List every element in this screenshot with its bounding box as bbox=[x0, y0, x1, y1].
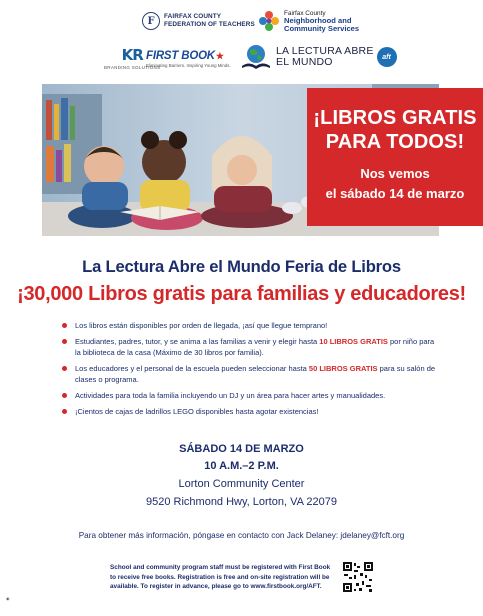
banner-title-line2: PARA TODOS! bbox=[325, 131, 465, 153]
star-icon: ★ bbox=[215, 51, 224, 61]
fcft-logo bbox=[142, 12, 255, 30]
globe-book-icon bbox=[240, 44, 272, 70]
fcft-name: FAIRFAX COUNTY bbox=[164, 13, 222, 21]
la-lectura-line1: LA LECTURA ABRE bbox=[276, 44, 374, 57]
qr-code-icon bbox=[342, 561, 374, 593]
kr-mark: KR bbox=[121, 46, 143, 64]
ncs-line3: Community Services bbox=[284, 23, 360, 33]
bullet-dot-icon bbox=[62, 366, 67, 371]
contact-info: Para obtener más información, póngase en contacto con Jack Delaney: jdelaney@fcft.org bbox=[78, 531, 405, 540]
event-address: 9520 Richmond Hwy, Lorton, VA 22079 bbox=[146, 496, 337, 508]
sponsor-logos-top bbox=[0, 8, 483, 40]
ncs-logo bbox=[258, 10, 359, 32]
union-bug-icon: ◉ bbox=[6, 596, 10, 601]
ncs-pinwheel-icon bbox=[258, 10, 280, 32]
bullet-item: Los libros están disponibles por orden de llegada, ¡así que llegue temprano! bbox=[62, 320, 440, 332]
first-book-tagline: Eliminating Barriers. Inspiring Young Minds. bbox=[146, 63, 231, 68]
la-lectura-line2: EL MUNDO bbox=[276, 56, 333, 68]
fcft-emblem-icon: F bbox=[142, 12, 160, 30]
la-lectura-logo bbox=[240, 44, 397, 70]
first-book-logo bbox=[146, 50, 231, 68]
aft-logo: aft bbox=[377, 47, 397, 67]
ncs-line2: Neighborhood and bbox=[284, 16, 352, 26]
info-bullet-list bbox=[62, 320, 440, 421]
fcft-name2: FEDERATION OF TEACHERS bbox=[164, 21, 255, 28]
banner-sub-line2: el sábado 14 de marzo bbox=[325, 186, 465, 201]
event-details bbox=[0, 442, 483, 511]
event-time: 10 A.M.–2 P.M. bbox=[204, 460, 279, 472]
banner-sub-line1: Nos vemos bbox=[360, 166, 430, 181]
bullet-item: Estudiantes, padres, tutor, y se anima a las familias a venir y elegir hasta 10 LIBROS GRATIS por niño para la biblioteca de la casa (Máximo de 30 libros por familia). bbox=[62, 336, 440, 359]
bullet-dot-icon bbox=[62, 393, 67, 398]
bullet-dot-icon bbox=[62, 339, 67, 344]
bullet-item: ¡Cientos de cajas de ladrillos LEGO disponibles hasta agotar existencias! bbox=[62, 406, 440, 418]
event-headline: ¡30,000 Libros gratis para familias y educadores! bbox=[17, 283, 466, 305]
registration-note: School and community program staff must be registered with First Book to receive free books. Registration is free and on-site registration will be available. To register in advance, please go to www.firstbook.org/AFT. bbox=[110, 564, 331, 591]
free-books-banner bbox=[307, 88, 483, 226]
banner-title-line1: ¡LIBROS GRATIS bbox=[313, 107, 477, 129]
bullet-item: Los educadores y el personal de la escuela pueden seleccionar hasta 50 LIBROS GRATIS para su salón de clases o programa. bbox=[62, 363, 440, 386]
event-venue: Lorton Community Center bbox=[178, 478, 305, 490]
bullet-dot-icon bbox=[62, 323, 67, 328]
ncs-line1: Fairfax County bbox=[284, 10, 326, 17]
sponsor-logos-mid bbox=[0, 46, 483, 76]
kr-text: BRANDING SOLUTIONS bbox=[104, 65, 161, 70]
first-book-mark: FIRST BOOK bbox=[146, 50, 215, 62]
bullet-item: Actividades para toda la familia incluyendo un DJ y un área para hacer artes y manualidades. bbox=[62, 390, 440, 402]
event-title: La Lectura Abre el Mundo Feria de Libros bbox=[82, 257, 401, 276]
event-date: SÁBADO 14 DE MARZO bbox=[179, 443, 304, 455]
bullet-dot-icon bbox=[62, 409, 67, 414]
